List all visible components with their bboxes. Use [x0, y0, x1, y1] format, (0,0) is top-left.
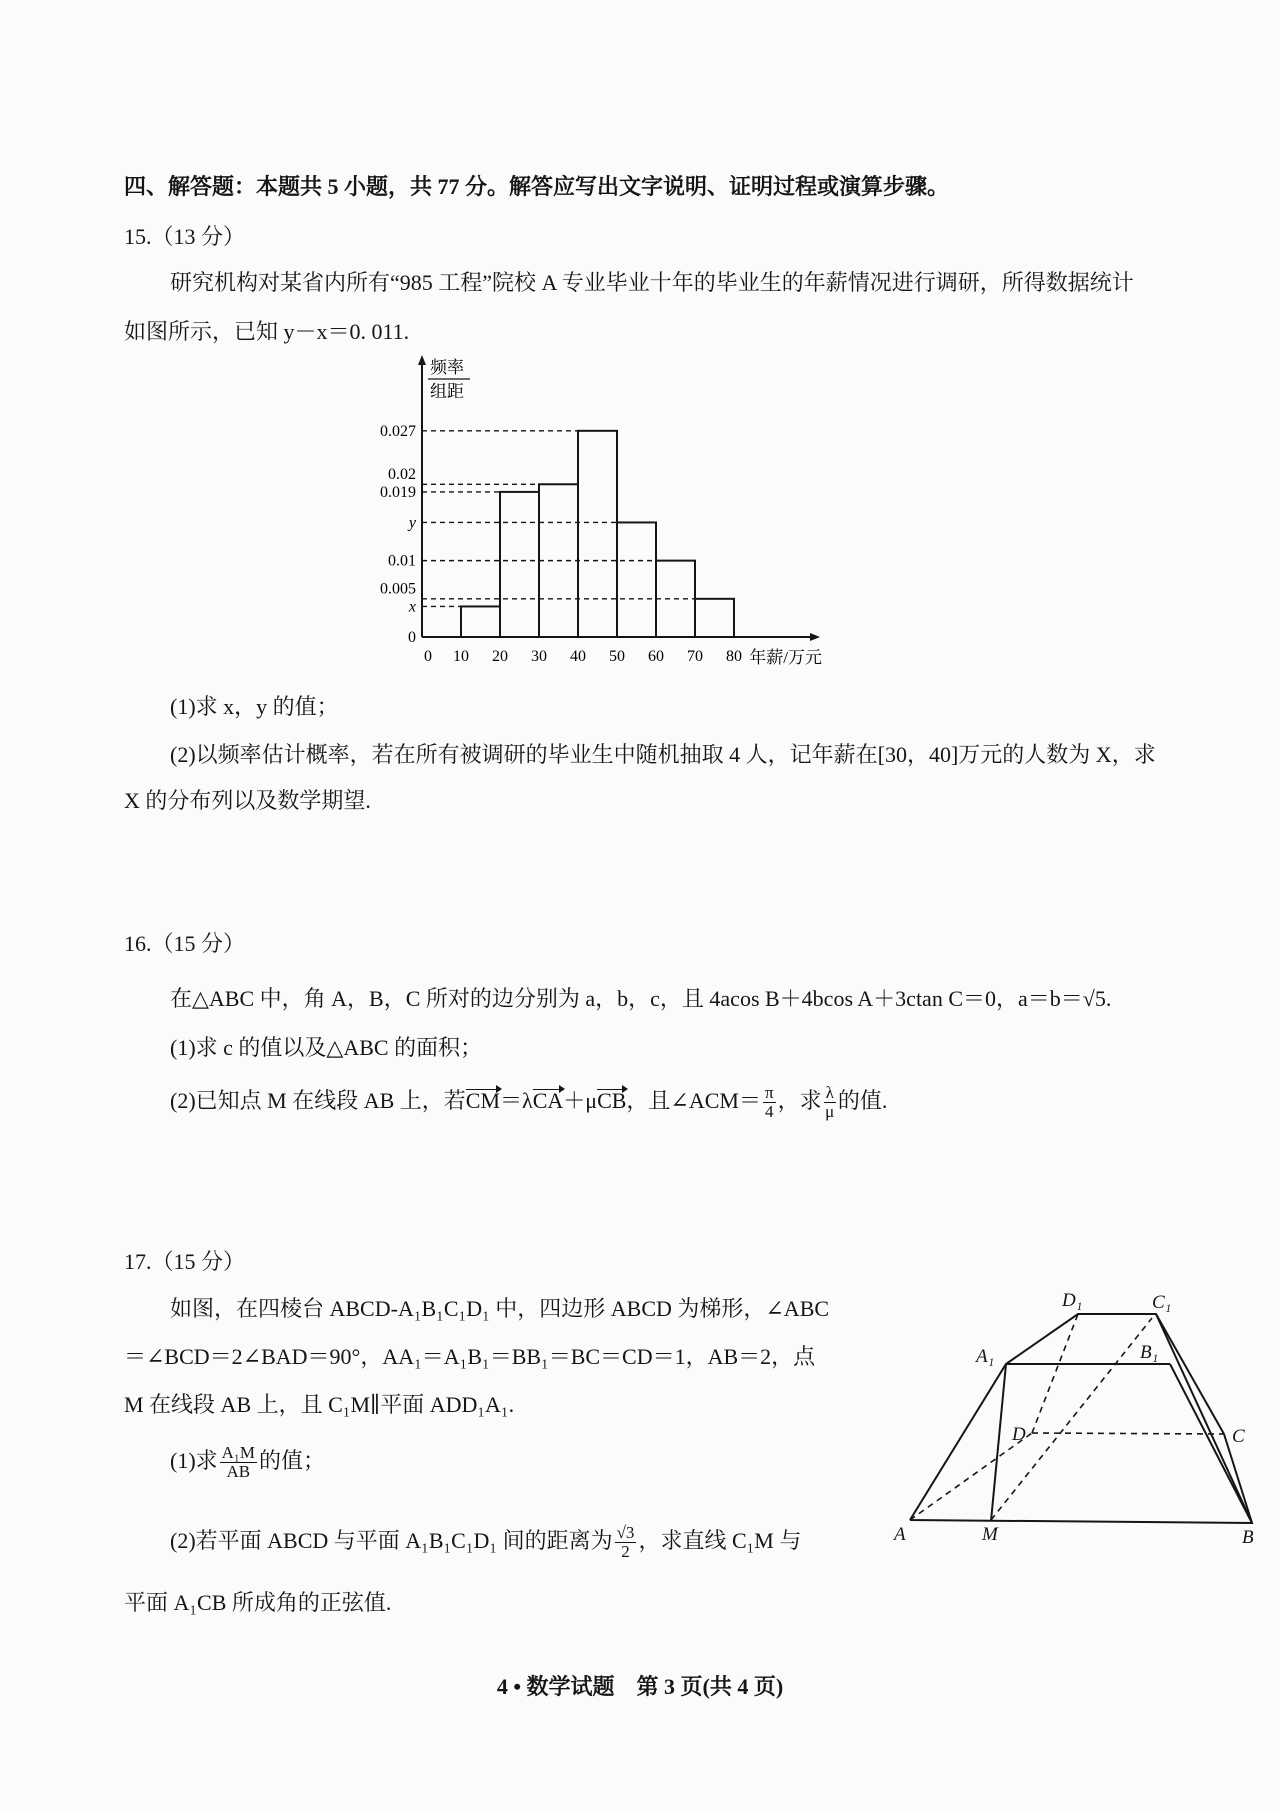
x-tick-label: 80: [726, 648, 742, 665]
q16-end: 的值.: [837, 1088, 888, 1113]
angle-num: π: [764, 1083, 774, 1103]
distance-fraction: [615, 1524, 637, 1561]
frustum-figure: [890, 1280, 1260, 1550]
edge-ad: [910, 1433, 1032, 1520]
q17-part2-pre: (2)若平面 ABCD 与平面 A₁B₁C₁D₁ 间的距离为: [170, 1528, 613, 1553]
histogram-bar: [578, 431, 617, 637]
y-tick-label: y: [408, 514, 416, 532]
q16-stem: 在△ABC 中，角 A，B，C 所对的边分别为 a，b，c，且 4acos B＋4bcos A＋3ctan C＝0，a＝b＝√5.: [170, 986, 1112, 1011]
x-tick-label: 20: [492, 648, 508, 665]
q17-part1: [170, 1444, 325, 1481]
x-axis-label: 年薪/万元: [749, 648, 822, 667]
frac-den: AB: [226, 1462, 251, 1482]
x-tick-label: 60: [648, 648, 664, 665]
q16-eq: ＝λ: [500, 1088, 533, 1113]
y-tick-label: 0: [408, 629, 416, 646]
q15-number: 15.（13 分）: [124, 224, 246, 249]
page-footer: 4 • 数学试题 第 3 页(共 4 页): [496, 1674, 784, 1699]
q17-part2: [170, 1524, 801, 1561]
x-tick-label: 50: [609, 648, 625, 665]
y-axis-label-numerator: 频率: [430, 358, 464, 377]
q16-mid: ，且∠ACM＝: [626, 1088, 761, 1113]
q15-stem-line2: 如图所示，已知 y－x＝0. 011.: [124, 319, 410, 344]
frac-den: 2: [621, 1542, 630, 1562]
x-tick-label: 10: [453, 648, 469, 665]
y-tick-label: 0.005: [380, 580, 416, 598]
x-tick-label: 30: [531, 648, 547, 665]
q15-stem-line1: 研究机构对某省内所有“985 工程”院校 A 专业毕业十年的毕业生的年薪情况进行调研，所得数据统计: [170, 270, 1134, 295]
ratio-num: λ: [825, 1083, 834, 1103]
q17-line1: 如图，在四棱台 ABCD-A₁B₁C₁D₁ 中，四边形 ABCD 为梯形，∠ABC: [170, 1296, 830, 1321]
label-b1: B₁: [1140, 1342, 1159, 1363]
label-c: C: [1232, 1426, 1245, 1447]
vector-cb: CB: [597, 1088, 627, 1113]
y-axis-label-denominator: 组距: [430, 382, 464, 401]
ratio-fraction: [824, 1084, 836, 1121]
label-c1: C₁: [1152, 1292, 1172, 1313]
histogram-chart: [350, 355, 950, 675]
q16-plus: ＋μ: [563, 1088, 598, 1113]
y-tick-label: 0.019: [380, 483, 416, 501]
q16-number: 16.（15 分）: [124, 931, 246, 956]
q17-line3: M 在线段 AB 上，且 C₁M∥平面 ADD₁A₁.: [124, 1392, 515, 1417]
q16-part2-pre: (2)已知点 M 在线段 AB 上，若: [170, 1088, 466, 1113]
histogram-bar: [617, 522, 656, 637]
q17-part2-line2: 平面 A₁CB 所成角的正弦值.: [124, 1590, 392, 1615]
y-tick-label: 0.02: [388, 465, 416, 483]
angle-fraction: [763, 1084, 776, 1121]
y-tick-label: 0.027: [380, 422, 416, 440]
edge-c1c: [1156, 1314, 1224, 1434]
vector-ca: CA: [532, 1088, 564, 1113]
vector-cm: CM: [465, 1088, 501, 1113]
q17-part2-post: ，求直线 C₁M 与: [638, 1528, 802, 1553]
frac-num: √3: [616, 1523, 635, 1543]
edge-dd1: [1032, 1314, 1078, 1433]
outer-edge: [910, 1314, 1252, 1523]
histogram-bar: [500, 492, 539, 637]
label-d: D: [1012, 1424, 1026, 1445]
q15-part2-line2: X 的分布列以及数学期望.: [124, 788, 371, 813]
q15-part2-line1: (2)以频率估计概率，若在所有被调研的毕业生中随机抽取 4 人，记年薪在[30，40]万元的人数为 X，求: [170, 742, 1156, 767]
q16-part2: [170, 1084, 887, 1121]
label-d1: D₁: [1062, 1290, 1083, 1311]
ratio-fraction: [220, 1444, 257, 1481]
q15-part1: (1)求 x，y 的值；: [170, 694, 339, 719]
x-axis-arrow: [810, 633, 820, 641]
q17-number: 17.（15 分）: [124, 1249, 246, 1274]
label-a: A: [894, 1524, 906, 1545]
q16-ask: ，求: [777, 1088, 822, 1113]
y-tick-label: x: [408, 598, 416, 616]
label-b: B: [1242, 1527, 1254, 1548]
x-tick-label: 40: [570, 648, 586, 665]
q16-part1: (1)求 c 的值以及△ABC 的面积；: [170, 1035, 483, 1060]
angle-den: 4: [765, 1102, 774, 1122]
x-tick-label: 70: [687, 648, 703, 665]
y-tick-label: 0.01: [388, 552, 416, 570]
label-m: M: [982, 1524, 998, 1545]
q17-part1-pre: (1)求: [170, 1448, 218, 1473]
section-heading: 四、解答题：本题共 5 小题，共 77 分。解答应写出文字说明、证明过程或演算步骤。: [124, 174, 950, 199]
ratio-den: μ: [825, 1102, 835, 1122]
q17-line2: ＝∠BCD＝2∠BAD＝90°，AA₁＝A₁B₁＝BB₁＝BC＝CD＝1，AB＝2，点: [124, 1344, 816, 1369]
histogram-bar: [461, 606, 500, 637]
segment-a1m: [991, 1364, 1006, 1521]
segment-c1m: [991, 1318, 1152, 1520]
q17-part1-post: 的值；: [258, 1448, 325, 1473]
histogram-bar: [695, 599, 734, 637]
frac-num: A₁M: [221, 1443, 255, 1463]
x-tick-label: 0: [424, 648, 432, 665]
label-a1: A₁: [976, 1346, 995, 1367]
y-axis-arrow: [418, 355, 426, 365]
